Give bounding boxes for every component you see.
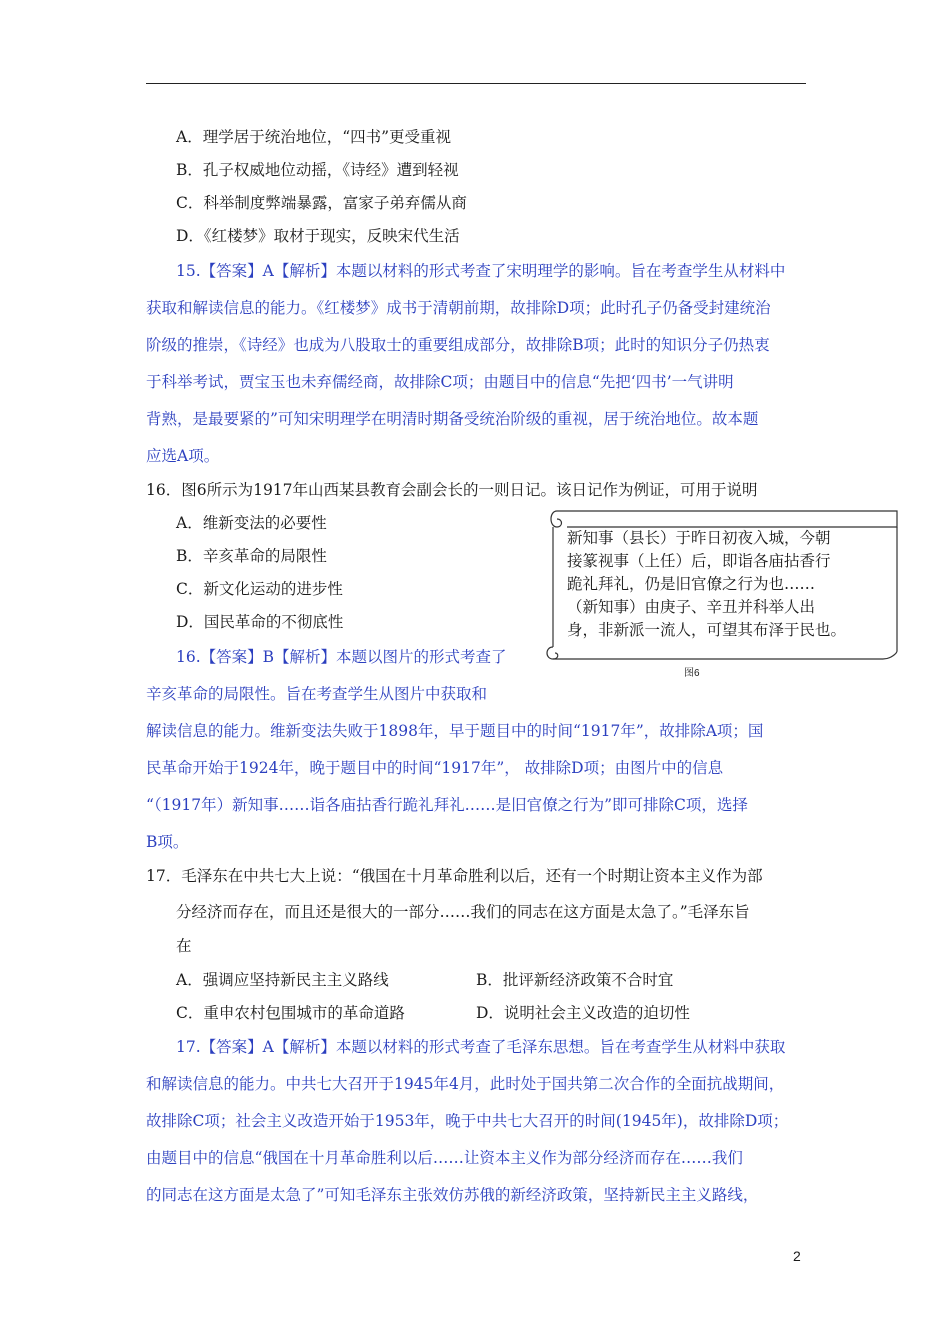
page-number: 2 [793,1248,801,1264]
figure-6-text [567,527,897,642]
answer-16-line: 民革命开始于1924年，晚于题目中的时间“1917年”， 故排除D项；由图片中的信息 [146,759,724,777]
answer-15-line: 应选A项。 [146,447,220,465]
answer-17-line: 和解读信息的能力。中共七大召开于1945年4月，此时处于国共第二次合作的全面抗战期间， [146,1075,785,1093]
q16-option-c: C．新文化运动的进步性 [176,580,343,598]
q17-stem: 分经济而存在，而且还是很大的一部分……我们的同志在这方面是太急了。”毛泽东旨 [176,903,750,921]
answer-15-line: 于科举考试，贾宝玉也未弃儒经商，故排除C项；由题目中的信息“先把‘四书’一气讲明 [146,373,734,391]
q16-option-a: A．维新变法的必要性 [176,514,327,532]
q16-option-d: D．国民革命的不彻底性 [176,613,344,631]
q14-option-a: A．理学居于统治地位，“四书”更受重视 [176,128,452,146]
figure-6-caption: 图6 [684,668,700,679]
answer-16-line: “（1917年）新知事……诣各庙拈香行跪礼拜礼……是旧官僚之行为”即可排除C项，选择 [146,796,748,814]
answer-16-line: B项。 [146,833,189,851]
answer-15-line: 获取和解读信息的能力。《红楼梦》成书于清朝前期，故排除D项；此时孔子仍备受封建统治 [146,299,771,317]
figure-6-line: 接篆视事（上任）后，即诣各庙拈香行 [567,552,831,570]
answer-16-line: 16.【答案】B【解析】本题以图片的形式考查了 [176,648,507,666]
q14-option-c: C．科举制度弊端暴露，富家子弟弃儒从商 [176,194,467,212]
answer-17-line: 故排除C项；社会主义改造开始于1953年，晚于中共七大召开的时间(1945年)，故排除D项； [146,1112,789,1130]
answer-15-line: 背熟，是最要紧的”可知宋明理学在明清时期备受统治阶级的重视，居于统治地位。故本题 [146,410,759,428]
q17-option-b: B．批评新经济政策不合时宜 [476,971,674,989]
figure-6-line: 新知事（县长）于昨日初夜入城，今朝 [567,529,831,547]
q17-option-d: D．说明社会主义改造的迫切性 [476,1004,690,1022]
figure-6-line: 跪礼拜礼，仍是旧官僚之行为也…… [567,575,816,593]
q14-option-b: B．孔子权威地位动摇，《诗经》遭到轻视 [176,161,459,179]
answer-15-line: 15.【答案】A【解析】本题以材料的形式考查了宋明理学的影响。旨在考查学生从材料中 [176,262,786,280]
answer-17-line: 由题目中的信息“俄国在十月革命胜利以后……让资本主义作为部分经济而存在……我们 [146,1149,743,1167]
q14-option-d: D．《红楼梦》取材于现实，反映宋代生活 [176,227,460,245]
answer-17-line: 的同志在这方面是太急了”可知毛泽东主张效仿苏俄的新经济政策，坚持新民主主义路线， [146,1186,759,1204]
q17-option-a: A．强调应坚持新民主主义路线 [176,971,389,989]
q17-stem: 17．毛泽东在中共七大上说：“俄国在十月革命胜利以后，还有一个时期让资本主义作为部 [146,867,763,885]
figure-6-scroll [545,507,903,663]
answer-17-line: 17.【答案】A【解析】本题以材料的形式考查了毛泽东思想。旨在考查学生从材料中获取 [176,1038,786,1056]
header-rule [146,83,806,84]
q17-stem: 在 [176,937,192,955]
answer-16-line: 解读信息的能力。维新变法失败于1898年，早于题目中的时间“1917年”，故排除A项；国 [146,722,764,740]
figure-6-line: （新知事）由庚子、辛丑并科举人出 [567,598,816,616]
answer-15-line: 阶级的推崇，《诗经》也成为八股取士的重要组成部分，故排除B项；此时的知识分子仍热衷 [146,336,770,354]
q16-stem: 16．图6所示为1917年山西某县教育会副会长的一则日记。该日记作为例证，可用于说明 [146,481,758,499]
q17-option-c: C．重申农村包围城市的革命道路 [176,1004,405,1022]
figure-6-line: 身，非新派一流人，可望其布泽于民也。 [567,621,847,639]
answer-16-line: 辛亥革命的局限性。旨在考查学生从图片中获取和 [146,685,488,703]
q16-option-b: B．辛亥革命的局限性 [176,547,327,565]
